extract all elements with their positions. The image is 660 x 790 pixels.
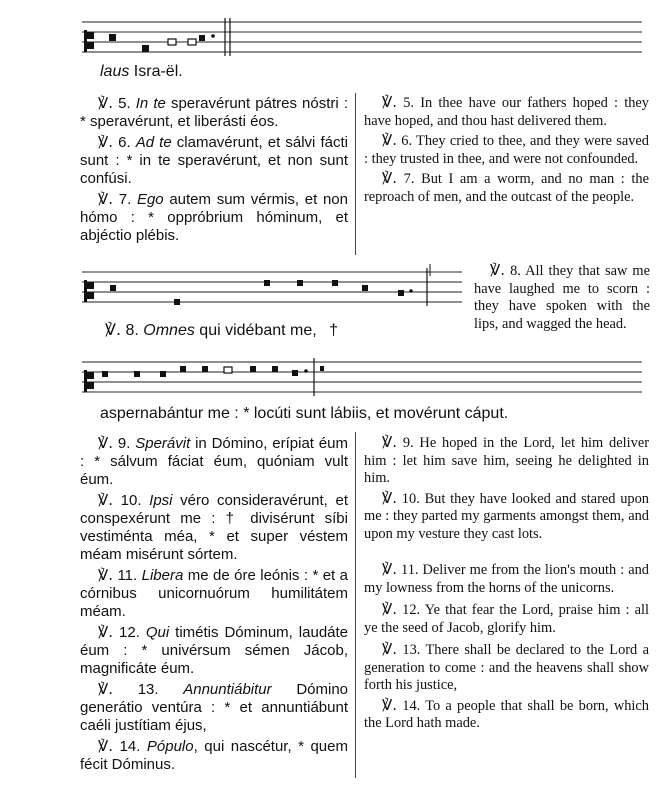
verse-incipit: In te bbox=[135, 95, 166, 112]
v8-header bbox=[105, 321, 338, 340]
verse-number: 7. bbox=[397, 171, 422, 187]
versicle-icon: ℣. bbox=[98, 737, 114, 755]
english-column-upper bbox=[364, 94, 649, 206]
verse-number: 13. bbox=[113, 681, 184, 698]
verse-number: 14. bbox=[397, 697, 426, 714]
verse-number: 11. bbox=[113, 567, 142, 584]
top-lyric bbox=[100, 63, 183, 81]
english-verse-5 bbox=[364, 94, 649, 130]
english-verse-12 bbox=[364, 601, 649, 637]
versicle-icon: ℣. bbox=[98, 491, 114, 509]
verse-number: 11. bbox=[397, 562, 423, 578]
versicle-icon: ℣. bbox=[382, 695, 398, 714]
do-clef-icon bbox=[84, 280, 94, 302]
verse-text: me de óre leónis : * et a córnibus unicornuórum humilitátem méam. bbox=[80, 567, 348, 620]
english-verse-8-column bbox=[474, 262, 650, 333]
chant-staff-top bbox=[82, 12, 642, 60]
verse-number: 12. bbox=[113, 624, 146, 641]
verse-text: In thee have our fathers hoped : they have hoped, and thou hast delivered them. bbox=[364, 95, 649, 129]
latin-verse-11 bbox=[80, 566, 348, 621]
versicle-icon: ℣. bbox=[382, 488, 398, 507]
verse-text: qui vidébant me, bbox=[194, 322, 317, 339]
versicle-icon: ℣. bbox=[98, 190, 114, 208]
versicle-icon: ℣. bbox=[98, 566, 114, 584]
latin-verse-6 bbox=[80, 133, 348, 188]
verse-text: Ye that fear the Lord, praise him : all ye the seed of Jacob, glorify him. bbox=[364, 602, 650, 636]
versicle-icon: ℣. bbox=[382, 560, 398, 578]
verse-text: , qui nascétur, * quem fécit Dóminus. bbox=[80, 738, 348, 773]
verse-incipit: Ego bbox=[136, 191, 164, 208]
verse-text: To a people that shall be born, which the Lord hath made. bbox=[364, 697, 649, 731]
english-verse-10 bbox=[364, 490, 649, 544]
verse-number: 13. bbox=[397, 642, 426, 658]
english-verse-9 bbox=[364, 434, 649, 488]
latin-verse-5 bbox=[80, 94, 348, 131]
verse-number: 9. bbox=[113, 435, 136, 452]
verse-number: 6. bbox=[113, 134, 136, 151]
verse-incipit: Ipsi bbox=[149, 492, 173, 509]
versicle-icon: ℣. bbox=[382, 433, 398, 451]
verse-number: 7. bbox=[113, 191, 137, 208]
versicle-icon: ℣. bbox=[98, 434, 114, 452]
english-verse-14 bbox=[364, 697, 649, 733]
verse-number: 8. bbox=[505, 263, 526, 279]
verse-number: 9. bbox=[397, 435, 420, 451]
versicle-icon: ℣. bbox=[98, 680, 114, 698]
latin-column-upper bbox=[80, 94, 348, 245]
latin-verse-7 bbox=[80, 190, 348, 245]
column-divider-lower bbox=[355, 432, 356, 778]
english-verse-11 bbox=[364, 561, 649, 597]
versicle-icon: ℣. bbox=[98, 94, 114, 112]
verse-incipit: Qui bbox=[145, 624, 170, 641]
versicle-icon: ℣. bbox=[382, 131, 398, 149]
verse-number: 10. bbox=[397, 490, 425, 507]
verse-text: Deliver me from the lion's mouth : and my lowness from the horns of the unicorns. bbox=[364, 562, 649, 596]
verse-text: clamavérunt, et sálvi fácti sunt : * in te speravérunt, et non sunt confúsi. bbox=[80, 134, 348, 187]
english-verse-8 bbox=[474, 262, 650, 333]
bottom-lyric: aspernabántur me : * locúti sunt lábiis, et movérunt cáput. bbox=[100, 405, 509, 422]
verse-incipit: Libera bbox=[141, 567, 184, 584]
verse-incipit: Sperávit bbox=[135, 435, 191, 452]
english-column-lower bbox=[364, 434, 649, 733]
versicle-icon: ℣. bbox=[382, 640, 398, 658]
latin-verse-10 bbox=[80, 491, 348, 564]
lyric-rest: Isra-ël. bbox=[129, 63, 183, 80]
verse-number: 5. bbox=[113, 95, 136, 112]
lyric-italic: laus bbox=[100, 63, 130, 80]
verse-incipit: Omnes bbox=[143, 322, 195, 339]
latin-verse-14 bbox=[80, 737, 348, 774]
latin-column-lower bbox=[80, 434, 348, 774]
latin-verse-9 bbox=[80, 434, 348, 489]
verse-number: 5. bbox=[397, 95, 421, 111]
verse-text: speravérunt pátres nóstri : * speravérunt, et liberásti éos. bbox=[80, 95, 348, 130]
verse-text: timétis Dóminum, laudáte éum : * univérsum sémen Jácob, magnificáte éum. bbox=[80, 624, 349, 677]
verse-number: 8. bbox=[121, 322, 144, 339]
chant-staff-bottom bbox=[82, 352, 642, 400]
verse-text: véro consideravérunt, et conspexérunt me : † divisérunt síbi vestiménta méa, * et super véstem méam misérunt sórtem. bbox=[80, 492, 348, 563]
verse-incipit: Ad te bbox=[135, 134, 172, 151]
verse-text: They cried to thee, and they were saved : they trusted in thee, and were not confounded. bbox=[364, 133, 649, 167]
verse-text: Dómino generátio ventúra : * et annuntiábunt caéli justítiam éjus, bbox=[80, 681, 349, 734]
verse-text: autem sum vérmis, et non hómo : * oppróbrium hóminum, et abjéctio plébis. bbox=[80, 191, 348, 244]
latin-verse-13 bbox=[80, 680, 348, 735]
chant-staff-v8 bbox=[82, 262, 462, 310]
versicle-icon: ℣. bbox=[382, 169, 398, 187]
verse-number: 12. bbox=[397, 602, 425, 618]
english-verse-7 bbox=[364, 170, 649, 206]
column-divider-upper bbox=[355, 93, 356, 255]
dagger-icon: † bbox=[329, 322, 339, 339]
versicle-icon: ℣. bbox=[382, 600, 398, 618]
verse-number: 6. bbox=[397, 133, 417, 149]
versicle-icon: ℣. bbox=[105, 320, 122, 339]
latin-verse-12 bbox=[80, 623, 348, 678]
verse-incipit: Annuntiábitur bbox=[183, 681, 272, 698]
verse-incipit: Pópulo bbox=[146, 738, 194, 755]
english-verse-6 bbox=[364, 132, 649, 168]
versicle-icon: ℣. bbox=[98, 623, 114, 641]
versicle-icon: ℣. bbox=[490, 261, 506, 279]
verse-text: There shall be declared to the Lord a generation to come : and the heavens shall show forth his justice, bbox=[364, 642, 649, 693]
versicle-icon: ℣. bbox=[382, 93, 398, 111]
english-verse-13 bbox=[364, 641, 649, 695]
do-clef-icon bbox=[84, 370, 94, 392]
verse-text: All they that saw me have laughed me to scorn : they have spoken with the lips, and wagged the head. bbox=[474, 263, 650, 332]
verse-text: But I am a worm, and no man : the reproach of men, and the outcast of the people. bbox=[364, 171, 649, 205]
verse-number: 14. bbox=[113, 738, 147, 755]
verse-text: He hoped in the Lord, let him deliver him : let him save him, seeing he delighted in him. bbox=[364, 435, 649, 486]
versicle-icon: ℣. bbox=[98, 133, 114, 151]
verse-text: But they have looked and stared upon me : they parted my garments amongst them, and upon my vesture they cast lots. bbox=[364, 490, 649, 542]
verse-number: 10. bbox=[113, 492, 150, 509]
do-clef-icon bbox=[84, 30, 94, 52]
verse-text: in Dómino, erípiat éum : * sálvum fáciat éum, quóniam vult éum. bbox=[80, 435, 348, 488]
